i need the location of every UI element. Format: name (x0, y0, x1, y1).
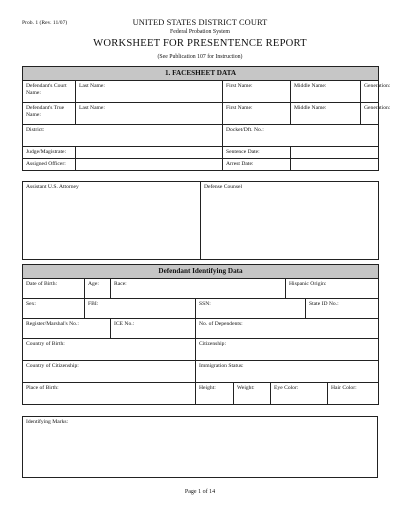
system-name: Federal Probation System (170, 29, 230, 35)
country-citizenship-field[interactable]: Country of Citizenship: (23, 361, 196, 383)
true-first-name-field[interactable]: First Name: (223, 103, 291, 125)
true-middle-name-field[interactable]: Middle Name: (291, 103, 361, 125)
arrest-date-field[interactable] (291, 159, 379, 171)
hispanic-origin-field[interactable]: Hispanic Origin: (286, 279, 379, 299)
true-name-label: Defendant's True Name: (23, 103, 76, 125)
identifying-marks-field[interactable]: Identifying Marks: (23, 417, 378, 478)
district-field[interactable]: District: (23, 125, 223, 147)
court-name: UNITED STATES DISTRICT COURT (132, 18, 268, 27)
sex-field[interactable]: Sex: (23, 299, 85, 319)
identifying-heading: Defendant Identifying Data (23, 265, 379, 279)
defense-counsel-field[interactable]: Defense Counsel (201, 182, 379, 260)
weight-field[interactable]: Weight: (234, 383, 271, 405)
sentence-date-field[interactable] (291, 147, 379, 159)
dependents-field[interactable]: No. of Dependents: (196, 319, 379, 339)
race-field[interactable]: Race: (111, 279, 286, 299)
identifying-marks-table (22, 416, 378, 478)
court-name-label: Defendant's Court Name: (23, 81, 76, 103)
judge-label: Judge/Magistrate: (23, 147, 76, 159)
true-generation-field[interactable]: Generation: (361, 103, 379, 125)
dob-field[interactable]: Date of Birth: (23, 279, 85, 299)
true-last-name-field[interactable]: Last Name: (76, 103, 223, 125)
page-subtitle: (See Publication 107 for Instruction) (157, 54, 243, 60)
ice-no-field[interactable]: ICE No.: (111, 319, 196, 339)
fbi-field[interactable]: FBI: (85, 299, 196, 319)
eye-color-field[interactable]: Eye Color: (271, 383, 328, 405)
page-title: WORKSHEET FOR PRESENTENCE REPORT (93, 38, 307, 49)
age-field[interactable]: Age: (85, 279, 111, 299)
identifying-table (22, 264, 379, 405)
citizenship-field[interactable]: Citizenship: (196, 339, 379, 361)
sentence-date-label: Sentence Date: (223, 147, 291, 159)
ausa-field[interactable]: Assistant U.S. Attorney (23, 182, 201, 260)
immigration-status-field[interactable]: Immigration Status: (196, 361, 379, 383)
place-birth-field[interactable]: Place of Birth: (23, 383, 196, 405)
facesheet-table (22, 66, 391, 171)
register-no-field[interactable]: Register/Marshal's No.: (23, 319, 111, 339)
ssn-field[interactable]: SSN: (196, 299, 306, 319)
facesheet-heading: 1. FACESHEET DATA (23, 67, 379, 81)
country-birth-field[interactable]: Country of Birth: (23, 339, 196, 361)
docket-field[interactable]: Docket/Dft. No.: (223, 125, 379, 147)
court-generation-field[interactable]: Generation: (361, 81, 379, 103)
assigned-officer-field[interactable] (76, 159, 223, 171)
page-number: Page 1 of 14 (184, 489, 216, 495)
hair-color-field[interactable]: Hair Color: (328, 383, 379, 405)
court-first-name-field[interactable]: First Name: (223, 81, 291, 103)
assigned-officer-label: Assigned Officer: (23, 159, 76, 171)
state-id-field[interactable]: State ID No.: (306, 299, 379, 319)
court-middle-name-field[interactable]: Middle Name: (291, 81, 361, 103)
judge-field[interactable] (76, 147, 223, 159)
counsel-table (22, 181, 379, 260)
arrest-date-label: Arrest Date: (223, 159, 291, 171)
court-last-name-field[interactable]: Last Name: (76, 81, 223, 103)
form-code: Prob. 1 (Rev. 11/07) (22, 20, 68, 26)
height-field[interactable]: Height: (196, 383, 234, 405)
